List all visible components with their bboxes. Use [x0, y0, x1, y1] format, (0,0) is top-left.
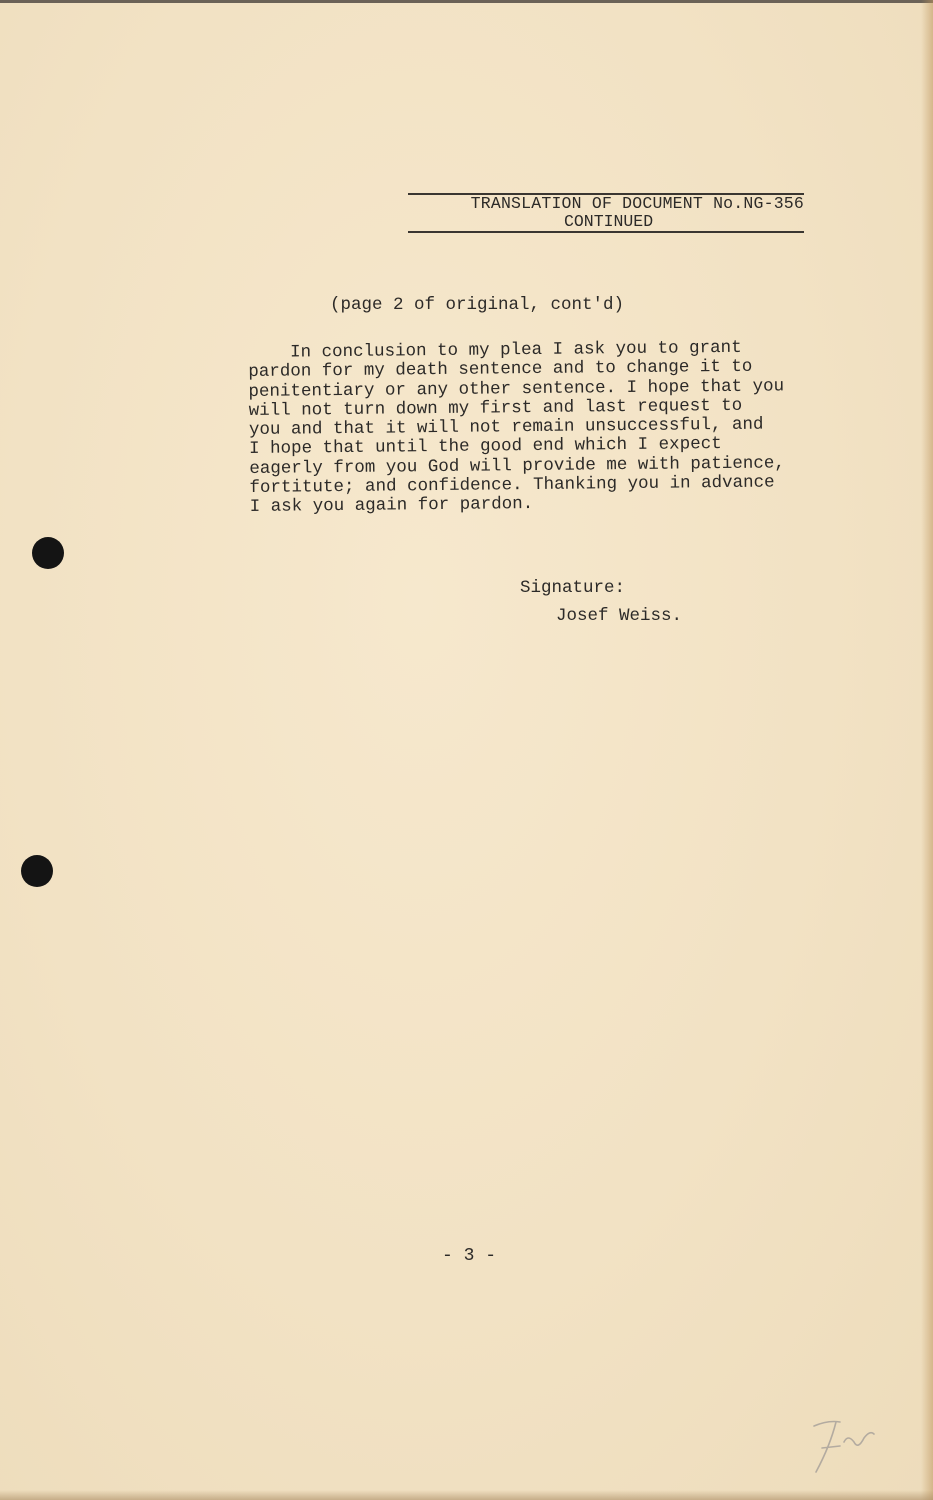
- body-line: fortitute; and confidence. Thanking you in advance: [249, 472, 775, 499]
- body-line: you and that it will not remain unsuccessful, and: [248, 414, 764, 441]
- punch-hole-top: [32, 537, 64, 569]
- body-line: eagerly from you God will provide me with patience,: [249, 453, 785, 479]
- body-line: In conclusion to my plea I ask you to grant: [247, 337, 742, 363]
- paper-edge-shadow: [921, 0, 933, 1500]
- punch-hole-bottom: [21, 855, 53, 887]
- body-line: pardon for my death sentence and to change it to: [248, 357, 753, 383]
- document-header: [408, 193, 804, 233]
- body-line: penitentiary or any other sentence. I hope that you: [248, 375, 785, 402]
- page-number: - 3 -: [442, 1246, 497, 1266]
- body-line: I hope that until the good end which I expect: [248, 434, 722, 460]
- header-continued: CONTINUED: [564, 212, 654, 231]
- signature-name: Josef Weiss.: [556, 606, 683, 626]
- handwritten-initials-mark: [800, 1412, 880, 1482]
- header-bottom-rule: [408, 231, 804, 233]
- plea-paragraph: [248, 338, 860, 518]
- body-line: I ask you again for pardon.: [249, 494, 534, 518]
- page-subheading: (page 2 of original, cont'd): [330, 295, 625, 315]
- header-title: TRANSLATION OF DOCUMENT No.NG-356: [470, 194, 804, 213]
- body-line: will not turn down my first and last request to: [248, 395, 743, 421]
- scan-top-border: [0, 0, 933, 3]
- signature-label: Signature:: [520, 578, 626, 598]
- paper-bottom-shadow: [0, 1490, 933, 1500]
